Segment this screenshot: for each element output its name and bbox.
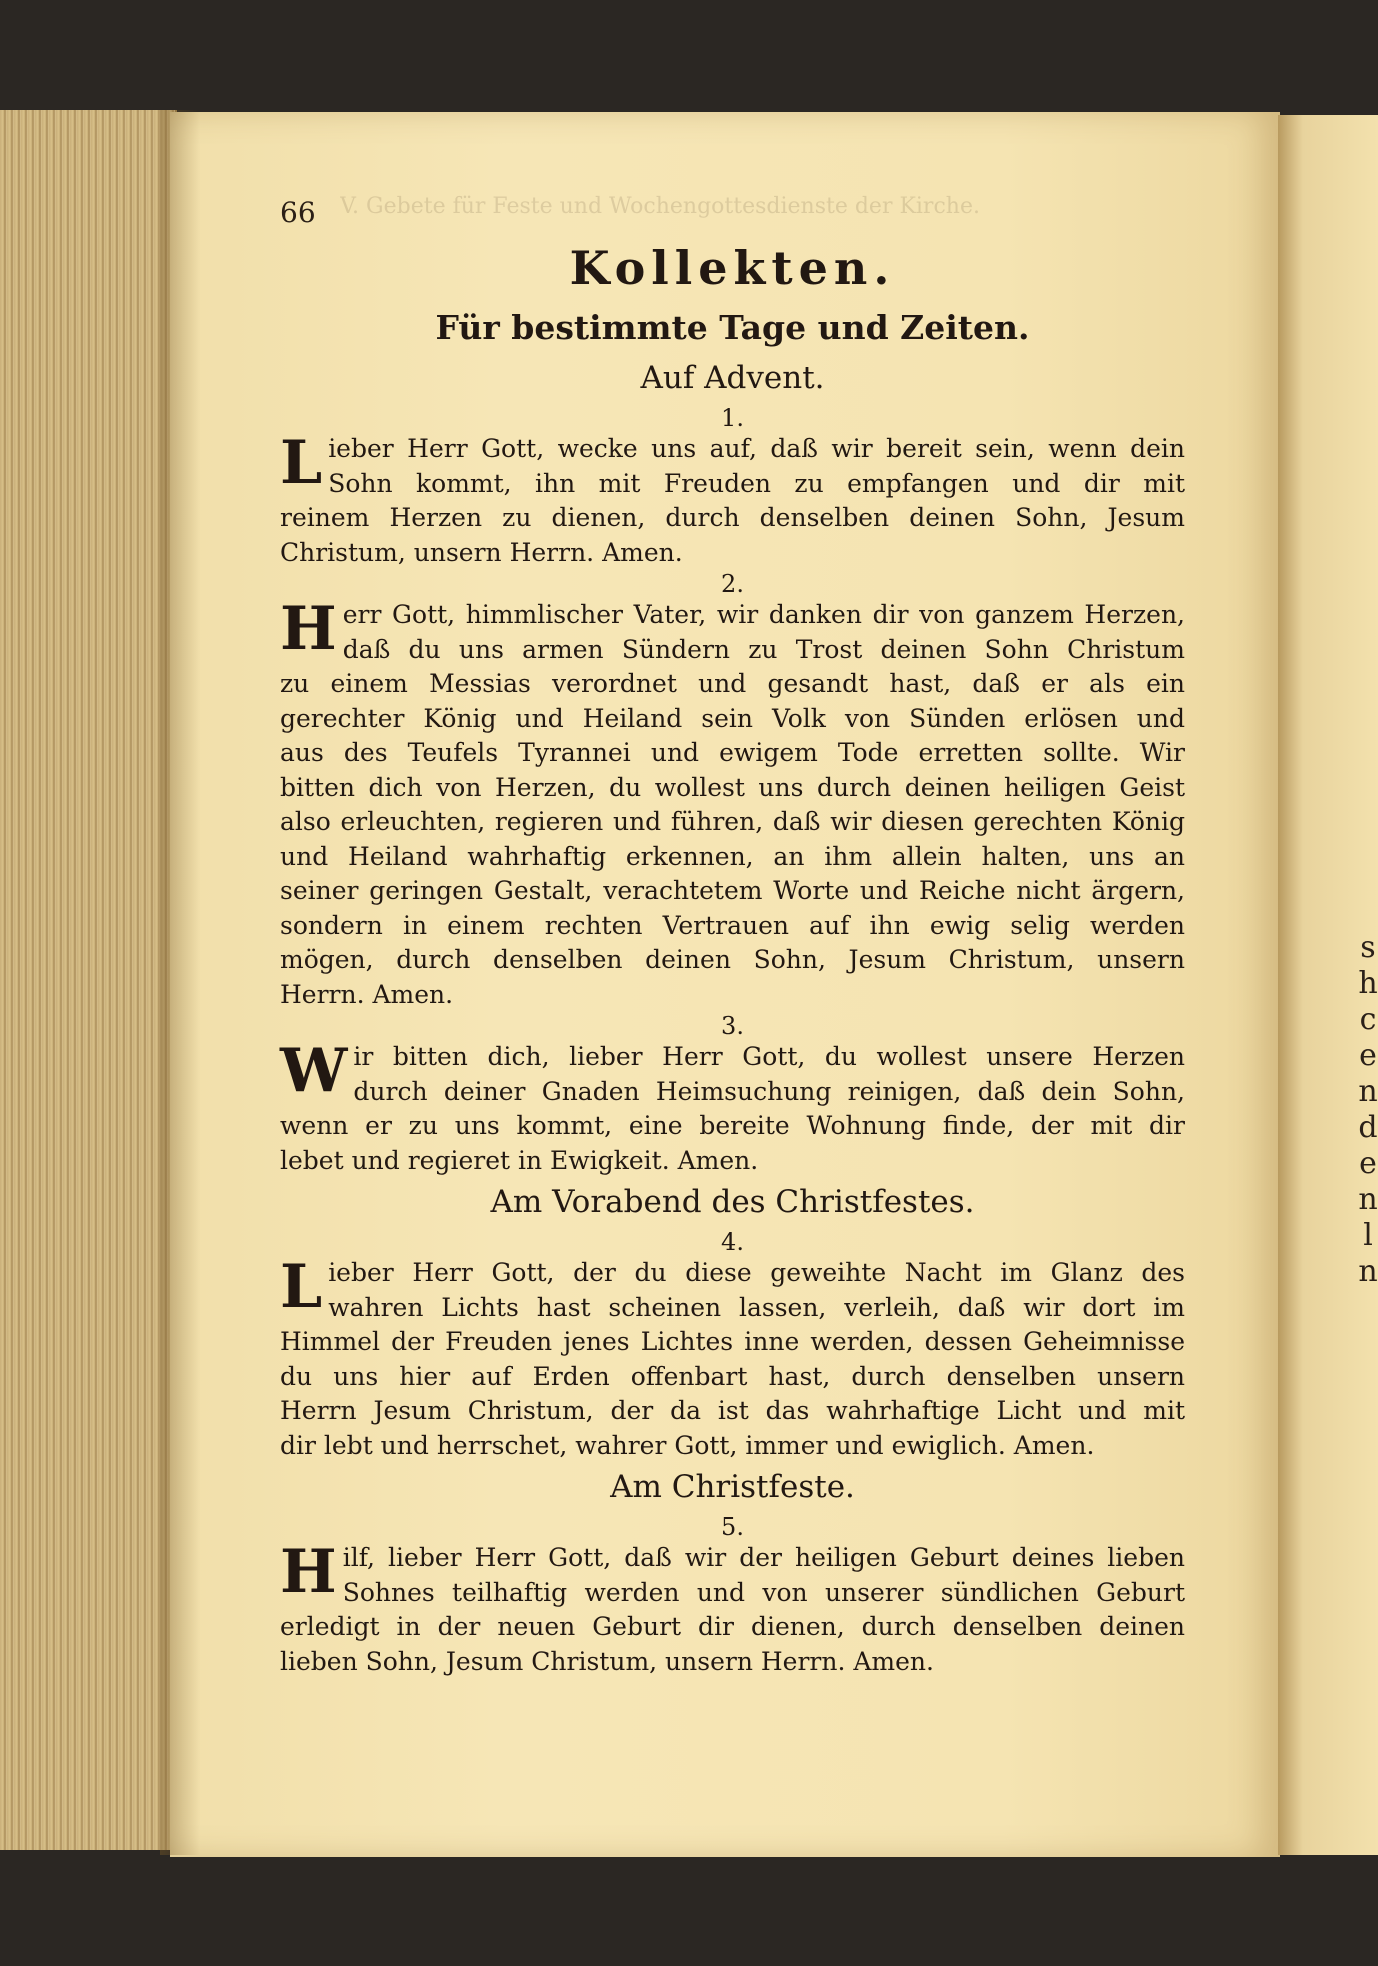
prayer-text [280, 1036, 1185, 1178]
prayer-number: 5. [721, 1513, 744, 1541]
text-line: ir bitten dich, lieber Herr Gott, du wollest unsere Herzen [353, 1042, 1185, 1071]
text-line: Herrn. Amen. [280, 979, 454, 1009]
text-line: Christum, unsern Herrn. Amen. [280, 537, 683, 567]
text-line: wenn er zu uns kommt, eine bereite Wohnung finde, der mit dir [280, 1111, 1185, 1140]
text-line: und Heiland wahrhaftig erkennen, an ihm allein halten, uns an [280, 841, 1185, 871]
drop-initial: W [280, 1036, 348, 1106]
text-line: wahren Lichts hast scheinen lassen, verleih, daß wir dort im [328, 1292, 1185, 1322]
spine-shadow [160, 110, 200, 1855]
page-subtitle: Für bestimmte Tage und Zeiten. [435, 308, 1030, 347]
prayer-number: 3. [721, 1012, 744, 1040]
bleed-through-header: V. Gebete für Feste und Wochengottesdienste der Kirche. [340, 194, 980, 219]
page-number: 66 [280, 196, 316, 229]
text-line: Sohnes teilhaftig werden und von unserer sündlichen Geburt [342, 1577, 1185, 1607]
drop-initial: L [280, 428, 323, 498]
right-page-letter: n [1358, 1254, 1378, 1289]
page-title: Kollekten. [569, 241, 896, 295]
right-page-letter: n [1358, 1182, 1378, 1217]
prayer-number: 4. [721, 1228, 744, 1256]
prayer-text [280, 1252, 1185, 1463]
right-page-letter: n [1358, 1074, 1378, 1109]
right-page-letter: e [1359, 1038, 1377, 1073]
right-page-letter: l [1363, 1218, 1373, 1253]
text-line: daß du uns armen Sündern zu Trost deinen Sohn Christum [342, 634, 1185, 664]
page-content [280, 240, 1185, 1679]
text-line: du uns hier auf Erden offenbart hast, durch denselben unsern [280, 1361, 1185, 1391]
right-page-letter: d [1358, 1110, 1378, 1145]
drop-initial: H [280, 1537, 337, 1607]
text-line: seiner geringen Gestalt, verachtetem Worte und Reiche nicht ärgern, [280, 876, 1185, 905]
text-line: sondern in einem rechten Vertrauen auf ihn ewig selig werden [280, 910, 1185, 940]
text-line: zu einem Messias verordnet und gesandt hast, daß er als ein [280, 669, 1185, 698]
text-line: bitten dich von Herzen, du wollest uns durch deinen heiligen Geist [280, 772, 1185, 802]
text-line: gerechter König und Heiland sein Volk von Sünden erlösen und [280, 703, 1185, 733]
section-heading: Am Christfeste. [610, 1469, 855, 1505]
text-line: Himmel der Freuden jenes Lichtes inne werden, dessen Geheimnisse [280, 1327, 1185, 1356]
right-page-letter: s [1360, 930, 1376, 965]
prayer-text [280, 428, 1185, 570]
prayer-number: 1. [721, 404, 744, 432]
text-line: ieber Herr Gott, der du diese geweihte Nacht im Glanz des [328, 1258, 1185, 1287]
prayer-text [280, 594, 1185, 1012]
text-line: ilf, lieber Herr Gott, daß wir der heiligen Geburt deines lieben [342, 1543, 1185, 1572]
text-line: aus des Teufels Tyrannei und ewigem Tode erretten sollte. Wir [280, 738, 1185, 767]
right-page-text-fragments [1358, 930, 1378, 1290]
right-page-letter: e [1359, 1146, 1377, 1181]
text-line: Herrn Jesum Christum, der da ist das wahrhaftige Licht und mit [280, 1396, 1185, 1425]
text-line: reinem Herzen zu dienen, durch denselben deinen Sohn, Jesum [280, 503, 1185, 532]
text-line: ieber Herr Gott, wecke uns auf, daß wir bereit sein, wenn dein [328, 434, 1185, 463]
right-page-letter: c [1359, 1002, 1377, 1037]
drop-initial: L [280, 1252, 323, 1322]
text-line: also erleuchten, regieren und führen, daß wir diesen gerechten König [280, 807, 1185, 836]
text-line: dir lebt und herrschet, wahrer Gott, immer und ewiglich. Amen. [280, 1430, 1095, 1460]
page-edges [0, 110, 177, 1850]
drop-initial: H [280, 594, 337, 664]
text-line: lebet und regieret in Ewigkeit. Amen. [280, 1145, 759, 1175]
text-line: durch deiner Gnaden Heimsuchung reinigen, daß dein Sohn, [353, 1076, 1185, 1106]
section-heading: Am Vorabend des Christfestes. [490, 1184, 975, 1220]
text-line: mögen, durch denselben deinen Sohn, Jesum Christum, unsern [280, 945, 1185, 974]
text-line: Sohn kommt, ihn mit Freuden zu empfangen und dir mit [328, 468, 1185, 498]
sections-container [280, 358, 1185, 1679]
text-line: lieben Sohn, Jesum Christum, unsern Herrn. Amen. [280, 1646, 934, 1676]
prayer-text [280, 1537, 1185, 1679]
text-line: err Gott, himmlischer Vater, wir danken dir von ganzem Herzen, [342, 600, 1185, 629]
right-page-letter: h [1358, 966, 1378, 1001]
section-heading: Auf Advent. [640, 360, 825, 396]
text-line: erledigt in der neuen Geburt dir dienen, durch denselben deinen [280, 1612, 1185, 1641]
prayer-number: 2. [721, 570, 744, 598]
